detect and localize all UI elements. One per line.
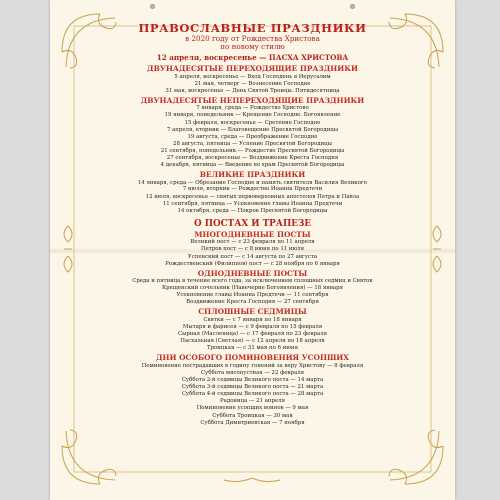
fast-line: Радоница — 21 апреля: [220, 398, 285, 405]
fast-line: Воздвижение Креста Господня — 27 сентября: [186, 299, 319, 306]
fast-heading: ДНИ ОСОБОГО ПОМИНОВЕНИЯ УСОПШИХ: [155, 353, 350, 363]
fast-line: Великий пост — с 23 февраля по 11 апреля: [190, 239, 315, 246]
fast-line: Троицкая — с 31 мая по 6 июня: [207, 345, 298, 352]
calendar-content: [90, 22, 415, 427]
fast-line: Мытаря и фарисея — с 9 февраля по 15 февраля: [182, 323, 323, 330]
subtitle-year: в 2020 году от Рождества Христова: [185, 34, 320, 43]
easter-date: 12 апреля, воскресенье — ПАСХА ХРИСТОВА: [156, 53, 349, 63]
fasts-list: [90, 231, 415, 427]
holiday-line: 15 февраля, воскресенье — Сретение Господне: [184, 119, 321, 126]
fast-line: Святки — с 7 января по 18 января: [203, 316, 302, 323]
fast-line: Поминовение пострадавших в годину гонений за веру Христову — 8 февраля: [141, 362, 364, 369]
fast-heading: МНОГОДНЕВНЫЕ ПОСТЫ: [194, 229, 311, 239]
fast-line: Суббота 3-й седмицы Великого поста — 21 марта: [181, 384, 324, 391]
holiday-line: 21 мая, четверг — Вознесение Господне: [194, 80, 311, 87]
holiday-line: 7 апреля, вторник — Благовещение Пресвятой Богородицы: [166, 126, 339, 133]
fast-line: Успенский пост — с 14 августа по 27 августа: [187, 253, 318, 260]
holiday-line: 7 июля, вторник — Рождество Иоанна Предтечи: [182, 186, 323, 193]
holiday-line: 7 января, среда — Рождество Христово: [196, 105, 309, 112]
holiday-line: 14 октября, среда — Покров Пресвятой Богородицы: [177, 207, 328, 214]
page-title: ПРАВОСЛАВНЫЕ ПРАЗДНИКИ: [138, 21, 367, 35]
holiday-line: 4 декабря, пятница — Введение во храм Пресвятой Богородицы: [160, 162, 345, 169]
fast-line: Пасхальная (Светлая) — с 12 апреля по 18 апреля: [180, 338, 325, 345]
holiday-heading: ВЕЛИКИЕ ПРАЗДНИКИ: [199, 170, 306, 180]
fast-line: Сырная (Масленица) — с 17 февраля по 23 февраля: [177, 331, 328, 337]
fast-line: Суббота мясопустная — 22 февраля: [200, 369, 305, 376]
fast-line: Среда и пятница в течение всего года, за исключением сплошных седмиц и Святок: [132, 278, 373, 285]
holidays-list: [90, 65, 415, 215]
fast-line: Суббота 4-й седмицы Великого поста — 28 марта: [181, 391, 324, 398]
holiday-heading: ДВУНАДЕСЯТЫЕ ПЕРЕХОДЯЩИЕ ПРАЗДНИКИ: [147, 63, 358, 73]
hanging-hole: [150, 4, 155, 9]
subtitle-style: по новому стилю: [220, 42, 285, 52]
holiday-line: 21 сентября, понедельник — Рождество Пресвятой Богородицы: [160, 147, 345, 154]
fast-line: Крещенский сочельник (Навечерие Богоявления) — 18 января: [162, 284, 343, 291]
holiday-line: 11 сентября, пятница — Усекновение главы Иоанна Предтечи: [162, 200, 343, 207]
holiday-line: 5 апреля, воскресенье — Вход Господень в Иерусалим: [174, 73, 331, 80]
fast-line: Суббота Димитриевская — 7 ноября: [200, 419, 305, 426]
holiday-line: 31 мая, воскресенье — День Святой Троицы. Пятидесятница: [165, 87, 340, 94]
holiday-line: 19 августа, среда — Преображение Господне: [187, 133, 318, 140]
holiday-line: 19 января, понедельник — Крещение Господне. Богоявление: [164, 112, 341, 119]
fast-heading: СПЛОШНЫЕ СЕДМИЦЫ: [198, 307, 307, 317]
fast-line: Усекновение главы Иоанна Предтечи — 11 сентября: [176, 292, 329, 299]
fast-heading: ОДНОДНЕВНЫЕ ПОСТЫ: [197, 268, 308, 278]
holiday-line: 27 сентября, воскресенье — Воздвижение Креста Господня: [166, 155, 339, 162]
holiday-line: 28 августа, пятница — Успение Пресвятой Богородицы: [173, 140, 332, 147]
holiday-heading: ДВУНАДЕСЯТЫЕ НЕПЕРЕХОДЯЩИЕ ПРАЗДНИКИ: [140, 95, 365, 105]
holiday-line: 14 января, среда — Обрезание Господне и память святителя Василия Великого: [138, 179, 367, 186]
hanging-hole: [350, 4, 355, 9]
fast-line: Суббота Троицкая — 30 мая: [212, 412, 293, 419]
fast-line: Петров пост — с 8 июня по 11 июля: [200, 246, 305, 253]
fast-line: Суббота 2-й седмицы Великого поста — 14 марта: [181, 377, 324, 384]
calendar-sheet: [50, 0, 455, 500]
fasts-title: О ПОСТАХ И ТРАПЕЗЕ: [193, 218, 312, 229]
fast-line: Поминовение усопших воинов — 9 мая: [196, 405, 309, 412]
fast-line: Рождественский (Филиппов) пост — с 28 ноября по 6 января: [165, 260, 340, 267]
holiday-line: 12 июля, воскресенье — святых первоверховных апостолов Петра и Павла: [145, 193, 360, 200]
